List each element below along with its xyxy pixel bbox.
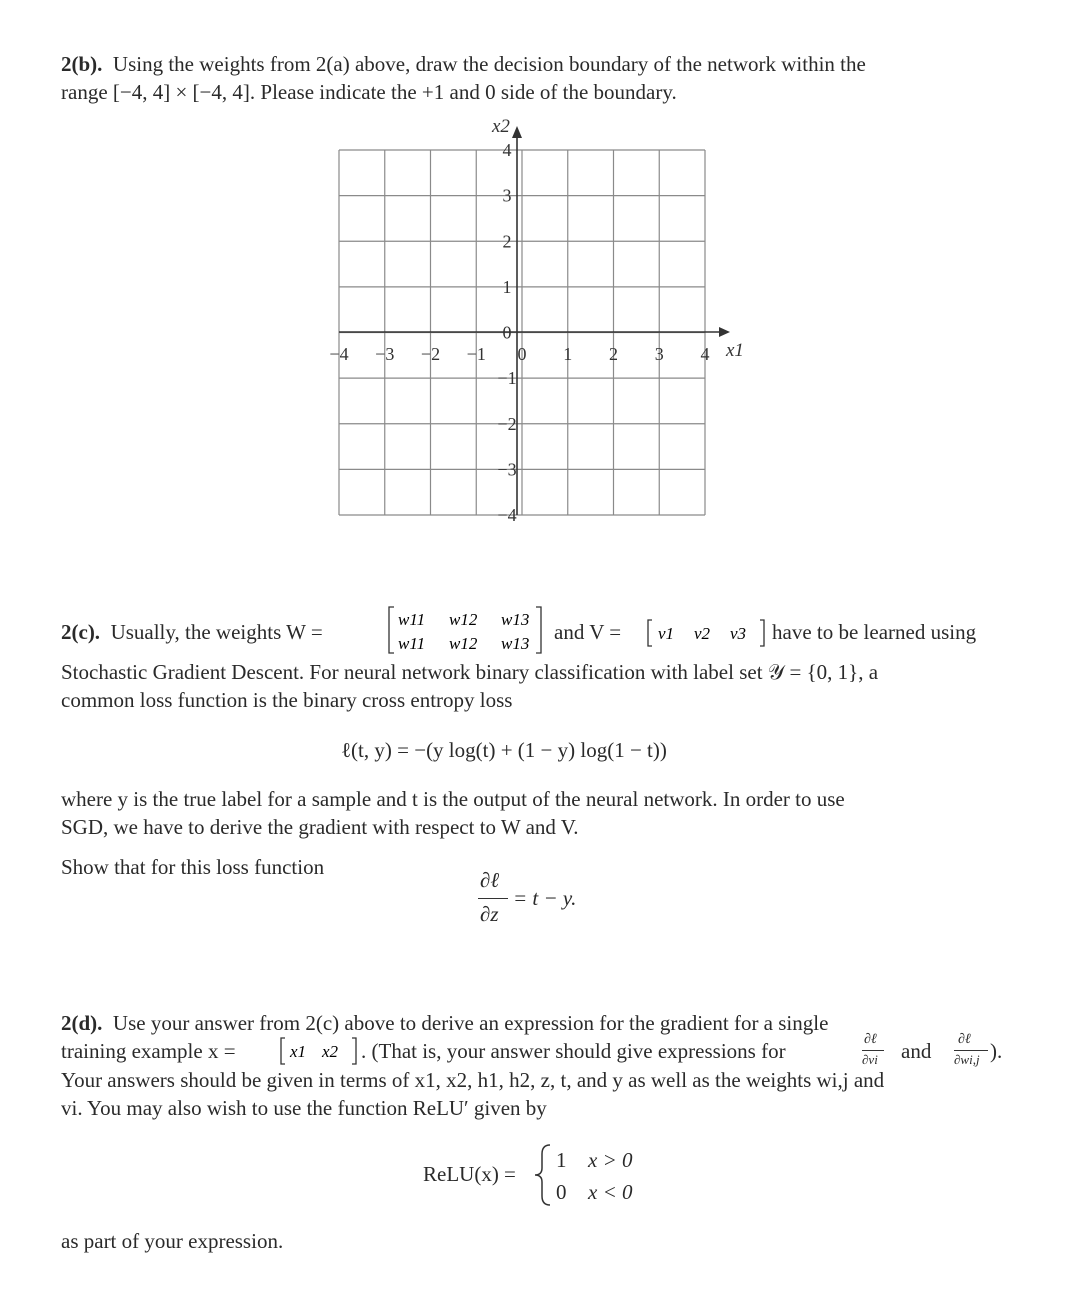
matrix-w12-row2: w12 <box>449 634 478 653</box>
section-2d-line2b: . (That is, your answer should give expressions for <box>361 1039 786 1063</box>
weight-matrix-w <box>386 604 546 656</box>
section-2d-line2a: training example x = <box>61 1039 236 1063</box>
partial-v-denominator: ∂vi <box>862 1052 878 1067</box>
x-tick-label: 4 <box>700 344 710 364</box>
x-tick-label: −4 <box>329 344 349 364</box>
x1-axis-arrow <box>719 327 730 337</box>
vector-x <box>278 1035 362 1067</box>
y-tick-label: −4 <box>497 505 517 525</box>
section-2d-heading: 2(d). <box>61 1011 103 1035</box>
section-2b-line2: range [−4, 4] × [−4, 4]. Please indicate the +1 and 0 side of the boundary. <box>61 80 677 104</box>
section-2d-text1: Use your answer from 2(c) above to derive an expression for the gradient for a single <box>112 1011 829 1035</box>
y-tick-label: 3 <box>502 185 512 206</box>
section-2c-where2: SGD, we have to derive the gradient with respect to W and V. <box>61 815 579 839</box>
matrix-w13-row2: w13 <box>501 634 530 653</box>
section-2b-heading: 2(b). <box>61 52 103 76</box>
x1-axis-label: x1 <box>726 340 744 361</box>
relu-case2-condition: x < 0 <box>588 1180 633 1204</box>
grid-labels <box>329 116 744 525</box>
loss-equation: ℓ(t, y) = −(y log(t) + (1 − y) log(1 − t)) <box>341 738 667 762</box>
fraction-bar <box>478 898 508 899</box>
grid-axes <box>339 126 730 515</box>
section-2c-heading: 2(c). <box>61 620 101 644</box>
x-tick-label: 3 <box>654 344 664 364</box>
relu-case2-value: 0 <box>556 1180 567 1204</box>
and-v-label: and V = <box>554 620 622 644</box>
section-2c-intro: Usually, the weights W = <box>110 620 323 644</box>
partial-w-bar <box>954 1050 988 1051</box>
x2-axis-label: x2 <box>492 116 510 137</box>
section-2d-and: and <box>901 1039 932 1063</box>
y-tick-label: −3 <box>497 459 517 480</box>
relu-case1-condition: x > 0 <box>588 1148 633 1172</box>
section-2c-tail: have to be learned using <box>772 620 977 644</box>
x-tick-label: −1 <box>466 344 486 364</box>
x-tick-label: 1 <box>563 344 573 364</box>
partial-w-denominator: ∂wi,j <box>954 1052 980 1067</box>
y-tick-label: 2 <box>502 231 512 252</box>
y-tick-label: −1 <box>497 368 517 389</box>
section-2c-where1: where y is the true label for a sample and t is the output of the neural network. In order to use <box>61 787 845 811</box>
section-2c-line1 <box>61 620 323 645</box>
x-tick-label: 0 <box>517 344 527 364</box>
section-2d-line3: Your answers should be given in terms of x1, x2, h1, h2, z, t, and y as well as the weights wi,j and <box>61 1068 885 1092</box>
section-2c-show: Show that for this loss function <box>61 855 325 879</box>
section-2b-text1: Using the weights from 2(a) above, draw the decision boundary of the network within the <box>112 52 866 76</box>
fraction-denominator: ∂z <box>480 902 499 926</box>
section-2d-line2d: ). <box>990 1039 1003 1063</box>
y-tick-label: −2 <box>497 413 517 434</box>
y-tick-label: 1 <box>502 276 512 297</box>
section-2c-line3: common loss function is the binary cross entropy loss <box>61 688 513 712</box>
section-2d-line4: vi. You may also wish to use the function ReLU′ given by <box>61 1096 547 1120</box>
x2-axis-arrow <box>512 126 522 138</box>
vector-v2: v2 <box>694 624 711 643</box>
section-2d-closing: as part of your expression. <box>61 1229 284 1253</box>
fraction-numerator: ∂ℓ <box>480 868 500 892</box>
vector-v3: v3 <box>730 624 747 643</box>
relu-case1-value: 1 <box>556 1148 567 1172</box>
partial-v-bar <box>862 1050 884 1051</box>
piecewise-brace <box>532 1142 556 1208</box>
decision-boundary-grid[interactable] <box>0 0 1080 560</box>
matrix-w12-row1: w12 <box>449 610 478 629</box>
x-tick-label: −3 <box>375 344 395 364</box>
section-2c-line2: Stochastic Gradient Descent. For neural network binary classification with label set 𝒴 = {0, 1}, a <box>61 660 879 684</box>
vector-v <box>644 616 770 650</box>
matrix-w11-row2: w11 <box>398 634 426 653</box>
y-tick-label: 4 <box>502 140 512 160</box>
matrix-w13-row1: w13 <box>501 610 530 629</box>
partial-v-numerator: ∂ℓ <box>864 1032 877 1047</box>
partial-w-numerator: ∂ℓ <box>958 1032 971 1047</box>
x-tick-label: −2 <box>420 344 441 364</box>
matrix-w11-row1: w11 <box>398 610 426 629</box>
section-2d-line1 <box>61 1011 828 1036</box>
vector-v1: v1 <box>658 624 675 643</box>
vector-x1: x1 <box>290 1042 307 1061</box>
vector-x2: x2 <box>322 1042 339 1061</box>
relu-lhs: ReLU(x) = <box>423 1162 516 1186</box>
x-tick-label: 2 <box>609 344 618 364</box>
fraction-rhs: = t − y. <box>513 886 577 910</box>
y-tick-label: 0 <box>502 322 512 343</box>
